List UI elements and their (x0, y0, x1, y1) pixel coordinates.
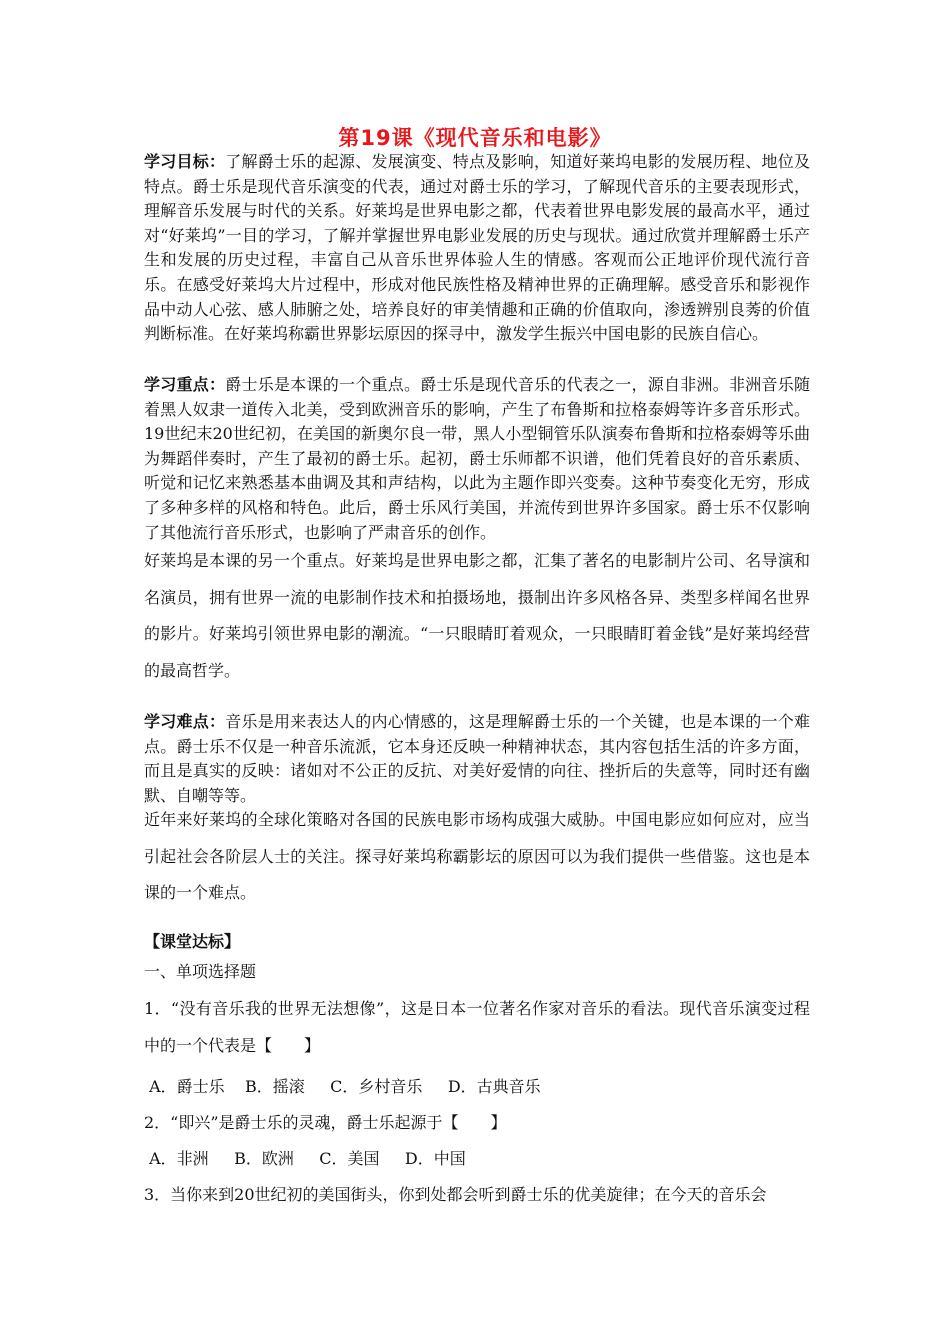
question-1-stem: 1．“没有音乐我的世界无法想像”，这是日本一位著名作家对音乐的看法。现代音乐演变过程中的一个代表是【 】 (144, 999, 810, 1055)
objectives-paragraph (144, 150, 810, 347)
difficulties-text: 音乐是用来表达人的内心情感的，这是理解爵士乐的一个关键，也是本课的一个难点。爵士乐不仅是一种音乐流派，它本身还反映一种精神状态，其内容包括生活的许多方面，而且是真实的反映：诸如对不公正的反抗、对美好爱情的向往、挫折后的失意等，同时还有幽默、自嘲等等。 (144, 712, 810, 805)
question-2-options: A．非洲 B．欧洲 C．美国 D．中国 (144, 1149, 466, 1168)
question-3-stem: 3．当你来到20世纪初的美国街头，你到处都会听到爵士乐的优美旋律；在今天的音乐会 (144, 1185, 767, 1204)
question-2-stem: 2．“即兴”是爵士乐的灵魂，爵士乐起源于【 】 (144, 1113, 507, 1132)
key-points-text: 爵士乐是本课的一个重点。爵士乐是现代音乐的代表之一，源自非洲。非洲音乐随着黑人奴隶一道传入北美，受到欧洲音乐的影响，产生了布鲁斯和拉格泰姆等许多音乐形式。19世纪末20世纪初，在美国的新奥尔良一带，黑人小型铜管乐队演奏布鲁斯和拉格泰姆等乐曲为舞蹈伴奏时，产生了最初的爵士乐。起初，爵士乐师都不识谱，他们凭着良好的音乐素质、听觉和记忆来熟悉基本曲调及其和声结构，以此为主题作即兴变奏。这种节奏变化无穷，形成了多种多样的风格和特色。此后，爵士乐风行美国，并流传到世界许多国家。爵士乐不仅影响了其他流行音乐形式，也影响了严肃音乐的创作。 (144, 375, 810, 542)
key-points-label: 学习重点： (144, 375, 226, 394)
objectives-label: 学习目标： (144, 152, 226, 171)
objectives-text: 了解爵士乐的起源、发展演变、特点及影响，知道好莱坞电影的发展历程、地位及特点。爵士乐是现代音乐演变的代表，通过对爵士乐的学习，了解现代音乐的主要表现形式，理解音乐发展与时代的关系。好莱坞是世界电影之都，代表着世界电影发展的最高水平，通过对“好莱坞”一目的学习，了解并掌握世界电影业发展的历史与现状。通过欣赏并理解爵士乐产生和发展的历史过程，丰富自己从音乐世界体验人生的情感。客观而公正地评价现代流行音乐。在感受好莱坞大片过程中，形成对他民族性格及精神世界的正确理解。感受音乐和影视作品中动人心弦、感人肺腑之处，培养良好的审美情趣和正确的价值取向，渗透辨别良莠的价值判断标准。在好莱坞称霸世界影坛原因的探寻中，激发学生振兴中国电影的民族自信心。 (144, 152, 810, 344)
difficulties-label: 学习难点： (144, 712, 226, 731)
key-points-paragraph (144, 373, 810, 545)
lesson-title: 第19课《现代音乐和电影》 (338, 126, 612, 150)
exercise-section-title: 一、单项选择题 (144, 962, 257, 981)
key-points-hollywood-paragraph: 好莱坞是本课的另一个重点。好莱坞是世界电影之都，汇集了著名的电影制片公司、名导演和名演员，拥有世界一流的电影制作技术和拍摄场地，摄制出许多风格各异、类型多样闻名世界的影片。好莱坞引领世界电影的潮流。“一只眼睛盯着观众，一只眼睛盯着金钱”是好莱坞经营的最高哲学。 (144, 551, 810, 680)
exercise-heading: 【课堂达标】 (144, 932, 241, 951)
difficulties-paragraph (144, 710, 810, 808)
difficulties-hollywood-paragraph: 近年来好莱坞的全球化策略对各国的民族电影市场构成强大威胁。中国电影应如何应对，应当引起社会各阶层人士的关注。探寻好莱坞称霸影坛的原因可以为我们提供一些借鉴。这也是本课的一个难点。 (144, 810, 810, 902)
question-1-options: A．爵士乐 B．摇滚 C．乡村音乐 D．古典音乐 (144, 1077, 541, 1096)
